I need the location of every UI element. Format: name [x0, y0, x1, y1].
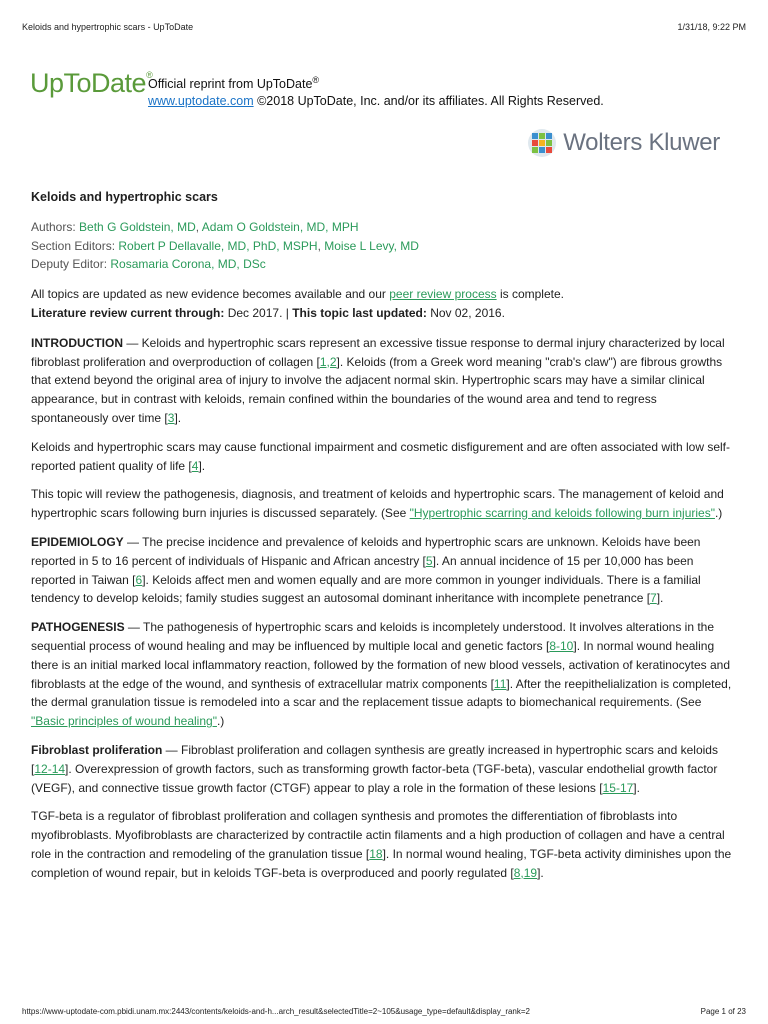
body-text: .) — [714, 506, 723, 521]
body-text: This topic will review the pathogenesis, diagnosis, and treatment of keloids and hypertrophic scars. The management of keloid and hypertrophic scars following burn injuries is discussed separately. (See — [31, 487, 724, 521]
deputy-editor-label: Deputy Editor: — [31, 257, 108, 272]
reference-link[interactable]: 8,19 — [513, 865, 538, 880]
reprint-notice — [148, 72, 604, 110]
tgf-beta-paragraph — [31, 807, 737, 882]
page-title: Keloids and hypertrophic scars — [31, 190, 218, 204]
body-text: ]. Overexpression of growth factors, such as transforming growth factor-beta (TGF-beta), vascular endothelial growth factor (VEGF), and connective tissue growth factor (CTGF) appear to play a role in the formation of these lesions [ — [31, 761, 718, 795]
body-text: TGF-beta is a regulator of fibroblast proliferation and collagen synthesis and promotes the differentiation of fibroblasts into myofibroblasts. Myofibroblasts are characterized by contractile actin filaments and a high production of collagen and have a central role in the contraction and remodeling of the granulation tissue [ — [31, 809, 725, 861]
article-content — [31, 188, 737, 893]
body-text: ]. In normal wound healing there is an initial marked local inflammatory reaction, followed by the formation of new blood vessels, activation of keratinocytes and fibroblasts at the edge of the wound, and synthesis of extracellular matrix components [ — [31, 638, 731, 691]
intro-paragraph — [31, 334, 737, 428]
body-text: ]. Keloids (from a Greek word meaning "crab's claw") are fibrous growths that extend beyond the original area of injury to involve the adjacent normal skin. Hypertrophic scars may have a similar clinical appearance, but in contrast with keloids, remain confined within the boundaries of the wound area and tend to regress spontaneously over time [ — [31, 354, 723, 425]
body-text: ]. An annual incidence of 15 per 10,000 has been reported in Taiwan [ — [31, 553, 694, 587]
copyright-text: ©2018 UpToDate, Inc. and/or its affiliates. All Rights Reserved. — [253, 94, 604, 109]
reference-link[interactable]: 4 — [191, 458, 199, 473]
lit-review-value: Dec 2017. | — [224, 305, 293, 320]
reprint-line: Official reprint from UpToDate — [148, 77, 313, 92]
section-heading: PATHOGENESIS — [31, 620, 125, 635]
editor-link[interactable]: Moise L Levy, MD — [324, 238, 419, 253]
reference-link[interactable]: 15-17 — [602, 780, 634, 795]
body-text: ]. — [198, 458, 206, 473]
body-text: ]. — [633, 780, 640, 795]
peer-review-link[interactable]: peer review process — [389, 287, 497, 302]
body-text: — Keloids and hypertrophic scars represent an excessive tissue response to dermal injury characterized by local fibroblast proliferation and overproduction of collagen [ — [31, 335, 725, 369]
pathogenesis-paragraph — [31, 618, 737, 731]
reference-link[interactable]: 6 — [135, 572, 143, 587]
section-editors-line: Section Editors: Robert P Dellavalle, MD, PhD, MSPH, Moise L Levy, MD — [31, 238, 419, 253]
publisher-name: Wolters Kluwer — [563, 129, 720, 156]
section-heading: INTRODUCTION — [31, 335, 123, 350]
body-text: ]. After the reepithelialization is completed, the dermal granulation tissue is remodeled into a scar and the replacement tissue adapts to biomechanical requirements. (See — [31, 676, 732, 710]
publisher-logo — [527, 128, 720, 158]
page-number: Page 1 of 23 — [700, 1007, 746, 1016]
intro-paragraph-3 — [31, 485, 737, 523]
body-text: — Fibroblast proliferation and collagen synthesis are greatly increased in hypertrophic scars and keloids [ — [31, 742, 718, 776]
author-link[interactable]: Adam O Goldstein, MD, MPH — [201, 219, 359, 234]
print-header — [22, 22, 746, 32]
print-header-datetime: 1/31/18, 9:22 PM — [677, 22, 746, 32]
authors-line: Authors: Beth G Goldstein, MD, Adam O Goldstein, MD, MPH — [31, 219, 359, 234]
body-text: — The precise incidence and prevalence of keloids and hypertrophic scars are unknown. Keloids have been reported in 5 to 16 percent of individuals of Hispanic and African ancestry [ — [31, 534, 701, 568]
body-text: ]. — [174, 410, 182, 425]
body-text: ]. In normal wound healing, TGF-beta activity diminishes upon the completion of wound repair, but in keloids TGF-beta is overproduced and poorly regulated [ — [31, 846, 732, 880]
authors-label: Authors: — [31, 219, 76, 234]
brand-row — [30, 66, 738, 110]
reference-link[interactable]: 5 — [425, 553, 433, 568]
topic-link[interactable]: "Basic principles of wound healing" — [31, 714, 217, 729]
reference-link[interactable]: 12-14 — [34, 761, 66, 776]
editor-link[interactable]: Robert P Dellavalle, MD, PhD, MSPH — [118, 238, 318, 253]
reference-link[interactable]: 18 — [369, 846, 383, 861]
author-link[interactable]: Beth G Goldstein, MD — [79, 219, 196, 234]
last-updated-label: This topic last updated: — [292, 305, 427, 320]
body-text: ]. Keloids affect men and women equally and are more common in younger individuals. There is a familial tendency to develop keloids; family studies suggest an autosomal dominant inheritance with incomplete penetrance [ — [31, 572, 701, 606]
logo-mark: ® — [146, 70, 153, 80]
site-link[interactable]: www.uptodate.com — [148, 94, 254, 109]
section-heading: EPIDEMIOLOGY — [31, 534, 124, 549]
update-text-end: is complete. — [496, 287, 564, 302]
lit-review-label: Literature review current through: — [31, 305, 225, 320]
deputy-editor-line — [31, 255, 737, 274]
fibroblast-paragraph — [31, 741, 737, 797]
reference-link[interactable]: 8-10 — [549, 638, 574, 653]
uptodate-logo[interactable] — [30, 68, 152, 99]
footer-url: https://www-uptodate-com.pbidi.unam.mx:2443/contents/keloids-and-h...arch_result&selectedTitle=2~105&usage_type=default&display_rank=2 — [22, 1007, 531, 1016]
logo-text: UpToDate — [30, 68, 147, 98]
deputy-editor-link[interactable]: Rosamaria Corona, MD, DSc — [110, 257, 266, 272]
update-notice — [31, 285, 737, 323]
subsection-heading: Fibroblast proliferation — [31, 742, 163, 757]
update-text: All topics are updated as new evidence becomes available and our — [31, 287, 390, 302]
reprint-mark: ® — [312, 75, 320, 85]
reference-link[interactable]: 11 — [493, 676, 507, 691]
body-text: ]. — [537, 865, 544, 880]
body-text: ]. — [656, 591, 664, 606]
wolters-kluwer-icon — [527, 128, 557, 158]
reference-link[interactable]: 7 — [650, 591, 657, 606]
last-updated-value: Nov 02, 2016. — [426, 305, 505, 320]
topic-link[interactable]: "Hypertrophic scarring and keloids following burn injuries" — [409, 506, 715, 521]
article-meta — [31, 218, 737, 274]
body-text: Keloids and hypertrophic scars may cause functional impairment and cosmetic disfigurement and are often associated with low self-reported patient quality of life [ — [31, 439, 731, 473]
body-text: .) — [216, 714, 225, 729]
print-header-title: Keloids and hypertrophic scars - UpToDate — [22, 22, 194, 32]
reference-link[interactable]: 1,2 — [319, 354, 337, 369]
section-editors-label: Section Editors: — [31, 238, 116, 253]
print-footer — [22, 1007, 746, 1016]
body-text: — The pathogenesis of hypertrophic scars and keloids is incompletely understood. It involves alterations in the sequential process of wound healing and may be influenced by multiple local and genetic factors [ — [31, 620, 715, 653]
intro-paragraph-2 — [31, 438, 737, 476]
epidemiology-paragraph — [31, 533, 737, 608]
reference-link[interactable]: 3 — [167, 410, 175, 425]
